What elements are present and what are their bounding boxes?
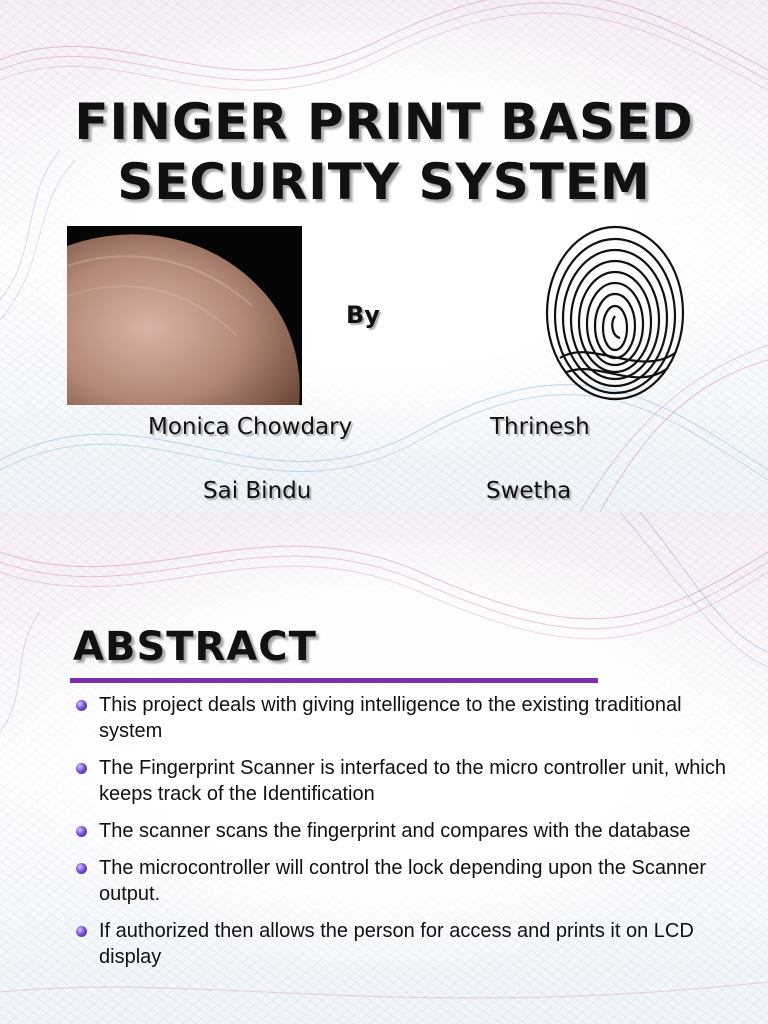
abstract-slide bbox=[0, 512, 768, 1024]
bullet-text: The microcontroller will control the lock depending upon the Scanner output. bbox=[99, 857, 707, 905]
bullet-icon bbox=[76, 826, 87, 837]
fingerprint-image bbox=[540, 218, 690, 403]
bullet-icon bbox=[76, 863, 87, 874]
title-line-2: SECURITY SYSTEM bbox=[117, 153, 651, 211]
slide-title bbox=[0, 92, 768, 212]
fingertip-photo bbox=[67, 226, 302, 405]
bullet-text: This project deals with giving intelligence to the existing traditional system bbox=[99, 694, 682, 742]
list-item bbox=[76, 918, 726, 970]
heading-underline bbox=[70, 678, 598, 683]
abstract-heading: ABSTRACT bbox=[73, 624, 317, 670]
bullet-text: The Fingerprint Scanner is interfaced to the micro controller unit, which keeps track of the Identification bbox=[99, 757, 726, 805]
by-label: By bbox=[346, 301, 380, 329]
list-item bbox=[76, 692, 726, 744]
list-item bbox=[76, 818, 726, 844]
bullet-text: If authorized then allows the person for access and prints it on LCD display bbox=[99, 920, 694, 968]
author-name: Monica Chowdary bbox=[148, 414, 353, 440]
bullet-text: The scanner scans the fingerprint and compares with the database bbox=[99, 820, 691, 842]
list-item bbox=[76, 855, 726, 907]
author-name: Sai Bindu bbox=[203, 478, 312, 504]
title-line-1: FINGER PRINT BASED bbox=[74, 93, 694, 151]
bullet-icon bbox=[76, 926, 87, 937]
bullet-icon bbox=[76, 763, 87, 774]
list-item bbox=[76, 755, 726, 807]
author-name: Swetha bbox=[486, 478, 572, 504]
abstract-bullet-list bbox=[76, 692, 726, 981]
author-name: Thrinesh bbox=[490, 414, 590, 440]
bullet-icon bbox=[76, 700, 87, 711]
